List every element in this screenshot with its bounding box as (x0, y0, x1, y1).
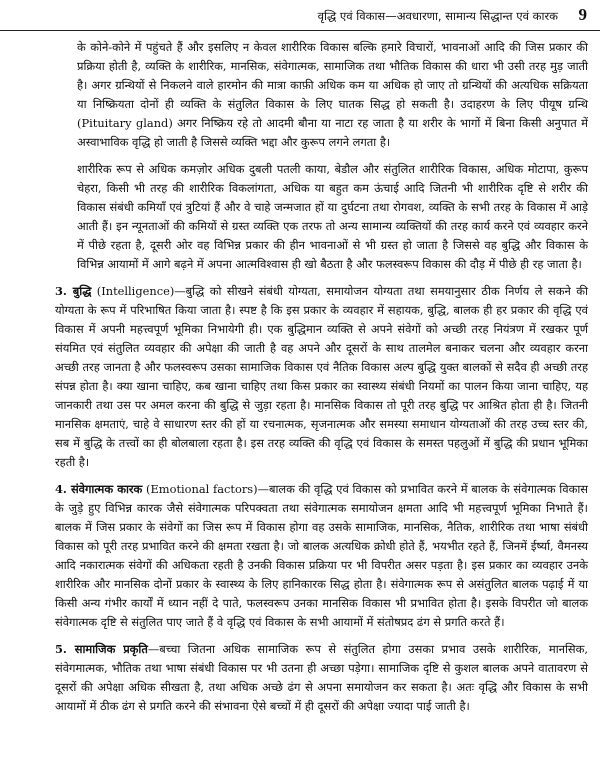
section-heading-intelligence: 3. बुद्धि (55, 284, 92, 298)
paragraph-text: शारीरिक रूप से अधिक कमज़ोर अधिक दुबली पतली काया, बेडौल और संतुलित शारीरिक विकास, अधिक मोटापा, कुरूप चेहरा, किसी भी तरह की शारीरिक विकलांगता, अधिक या बहुत कम ऊंचाई आदि जितनी भी शारीरिक दृष्टि से शरीर की विकास संबंधी कमियाँ एवं त्रुटियां हैं और वे चाहे जन्मजात हों या दुर्घटना तथा रोगवश, व्यक्ति के सभी तरह के विकास में आड़े आती हैं। इन न्यूनताओं की कमियों से ग्रस्त व्यक्ति एक तरफ तो अन्य सामान्य व्यक्तियों की तरह कार्य करने एवं व्यवहार करने में पीछे रहता है, दूसरी ओर वह विभिन्न प्रकार की हीन भावनाओं से भी ग्रस्त हो जाता है जिससे वह बुद्धि और विकास के विभिन्न आयामों में आगे बढ़ने में अपना आत्मविश्वास ही खो बैठता है और फलस्वरूप विकास की दौड़ में पीछे ही रह जाता है। (77, 162, 588, 271)
chapter-title: वृद्धि एवं विकास—अवधारणा, सामान्य सिद्धान्त एवं कारक (317, 9, 558, 23)
paragraph-text: (Emotional factors)—बालक की वृद्धि एवं विकास को प्रभावित करने में बालक के संवेगात्मक विकास के जुड़े हुए विभिन्न कारक जैसे संवेगात्मक परिपक्वता तथा संवेगात्मक समायोजन क्षमता आदि भी महत्त्वपूर्ण भूमिका निभाते हैं। बालक में जिस प्रकार के संवेगों का जिस रूप में विकास होगा वह उसके सामाजिक, मानसिक, नैतिक, शारीरिक तथा भाषा संबंधी विकास को पूरी तरह प्रभावित करने की क्षमता रखता है। जो बालक अत्यधिक क्रोधी होते हैं, भयभीत रहते हैं, जिनमें ईर्ष्या, वैमनस्य आदि नकारात्मक संवेगों की अधिकता रहती है उनकी विकास प्रक्रिया पर भी विपरीत असर पड़ता है। इस प्रकार का व्यवहार उनके शारीरिक और मानसिक दोनों प्रकार के स्वास्थ्य के लिए हानिकारक सिद्ध होता है। संवेगात्मक रूप से असंतुलित बालक पढ़ाई में या किसी अन्य गंभीर कार्यों में ध्यान नहीं दे पाते, फलस्वरूप उनका मानसिक विकास भी प्रभावित होता है। इसके विपरीत जो बालक संवेगात्मक दृष्टि से संतुलित पाए जाते हैं वे वृद्धि एवं विकास के सभी आयामों में संतोषप्रद ढंग से प्रगति करते हैं। (55, 482, 588, 629)
paragraph-intelligence (55, 282, 588, 472)
paragraph-text: (Intelligence)—बुद्धि को सीखने संबंधी योग्यता, समायोजन योग्यता तथा समयानुसार ठीक निर्णय ले सकने की योग्यता के रूप में परिभाषित किया जाता है। स्पष्ट है कि इस प्रकार के व्यवहार में सहायक, बुद्धि, बालक ही हर प्रकार की वृद्धि एवं विकास में अपनी महत्त्वपूर्ण भूमिका निभायेगी ही। एक बुद्धिमान व्यक्ति से अपने संवेगों को अच्छी तरह नियंत्रण में रखकर पूर्ण संयमित एवं संतुलित व्यवहार की अपेक्षा की जाती है वह अपने और दूसरों के साथ तालमेल बनाकर चलना और व्यवहार करना अच्छी तरह जानता है और फलस्वरूप उसका सामाजिक विकास एवं नैतिक विकास अल्प बुद्धि युक्त बालकों से सदैव ही अच्छी तरह संपन्न होता है। क्या खाना चाहिए, कब खाना चाहिए तथा किस प्रकार का स्वास्थ्य संबंधी नियमों का पालन किया जाना चाहिए, यह जानकारी तथा उस पर अमल करना की बुद्धि से जुड़ा रहता है। मानसिक विकास तो पूरी तरह बुद्धि पर आश्रित होता ही है। जितनी मानसिक क्षमताएं, चाहे वे साधारण स्तर की हों या रचनात्मक, सृजनात्मक और समस्या समाधान योग्यताओं की तरह उच्च स्तर की, सब में बुद्धि के तत्त्वों का ही बोलबाला रहता है। इस तरह व्यक्ति की वृद्धि एवं विकास के समस्त पहलुओं में बुद्धि की प्रधान भूमिका रहती है। (55, 284, 588, 469)
paragraph-physical-defects (55, 160, 588, 274)
section-heading-social: 5. सामाजिक प्रकृति (55, 642, 148, 656)
paragraph-social-nature (55, 640, 588, 716)
running-header (0, 0, 600, 31)
paragraph-emotional-factors (55, 480, 588, 632)
paragraph-glands (55, 38, 588, 152)
page-number: 9 (578, 5, 587, 24)
paragraph-text: —बच्चा जितना अधिक सामाजिक रूप से संतुलित होगा उसका प्रभाव उसके शारीरिक, मानसिक, संवेगमात्मक, भौतिक तथा भाषा संबंधी विकास पर भी उतना ही अच्छा पड़ेगा। सामाजिक दृष्टि से कुशल बालक अपने वातावरण से दूसरों की अपेक्षा अधिक सीखता है, तथा अधिक अच्छे ढंग से अपना समायोजन कर सकता है। अतः वृद्धि और विकास के सभी आयामों में ठीक ढंग से प्रगति करने की संभावना ऐसे बच्चों में ही दूसरों की अपेक्षा ज्यादा पाई जाती है। (55, 642, 589, 713)
paragraph-text: के कोने-कोने में पहुंचते हैं और इसलिए न केवल शारीरिक विकास बल्कि हमारे विचारों, भावनाओं आदि की जिस प्रकार की प्रक्रिया होती है, व्यक्ति के शारीरिक, मानसिक, संवेगात्मक, सामाजिक तथा भौतिक विकास की धारा भी उसी तरह मुड़ जाती है। अगर ग्रन्थियों से निकलने वाले हारमोन की मात्रा काफ़ी अधिक कम या अधिक हो जाए तो ग्रन्थियों की अत्यधिक सक्रियता या निष्क्रियता दोनों ही व्यक्ति के संतुलित विकास के लिए घातक सिद्ध हो सकती है। उदाहरण के लिए पीयूष ग्रन्थि (Pituitary gland) अगर निष्क्रिय रहे तो आदमी बौना या नाटा रह जाता है या शरीर के भागों में बिना किसी अनुपात में अस्वाभाविक वृद्धि हो जाती है जिससे व्यक्ति भद्दा और कुरूप लगने लगता है। (77, 40, 588, 149)
page-body (55, 38, 588, 724)
section-heading-emotional: 4. संवेगात्मक कारक (55, 482, 143, 496)
